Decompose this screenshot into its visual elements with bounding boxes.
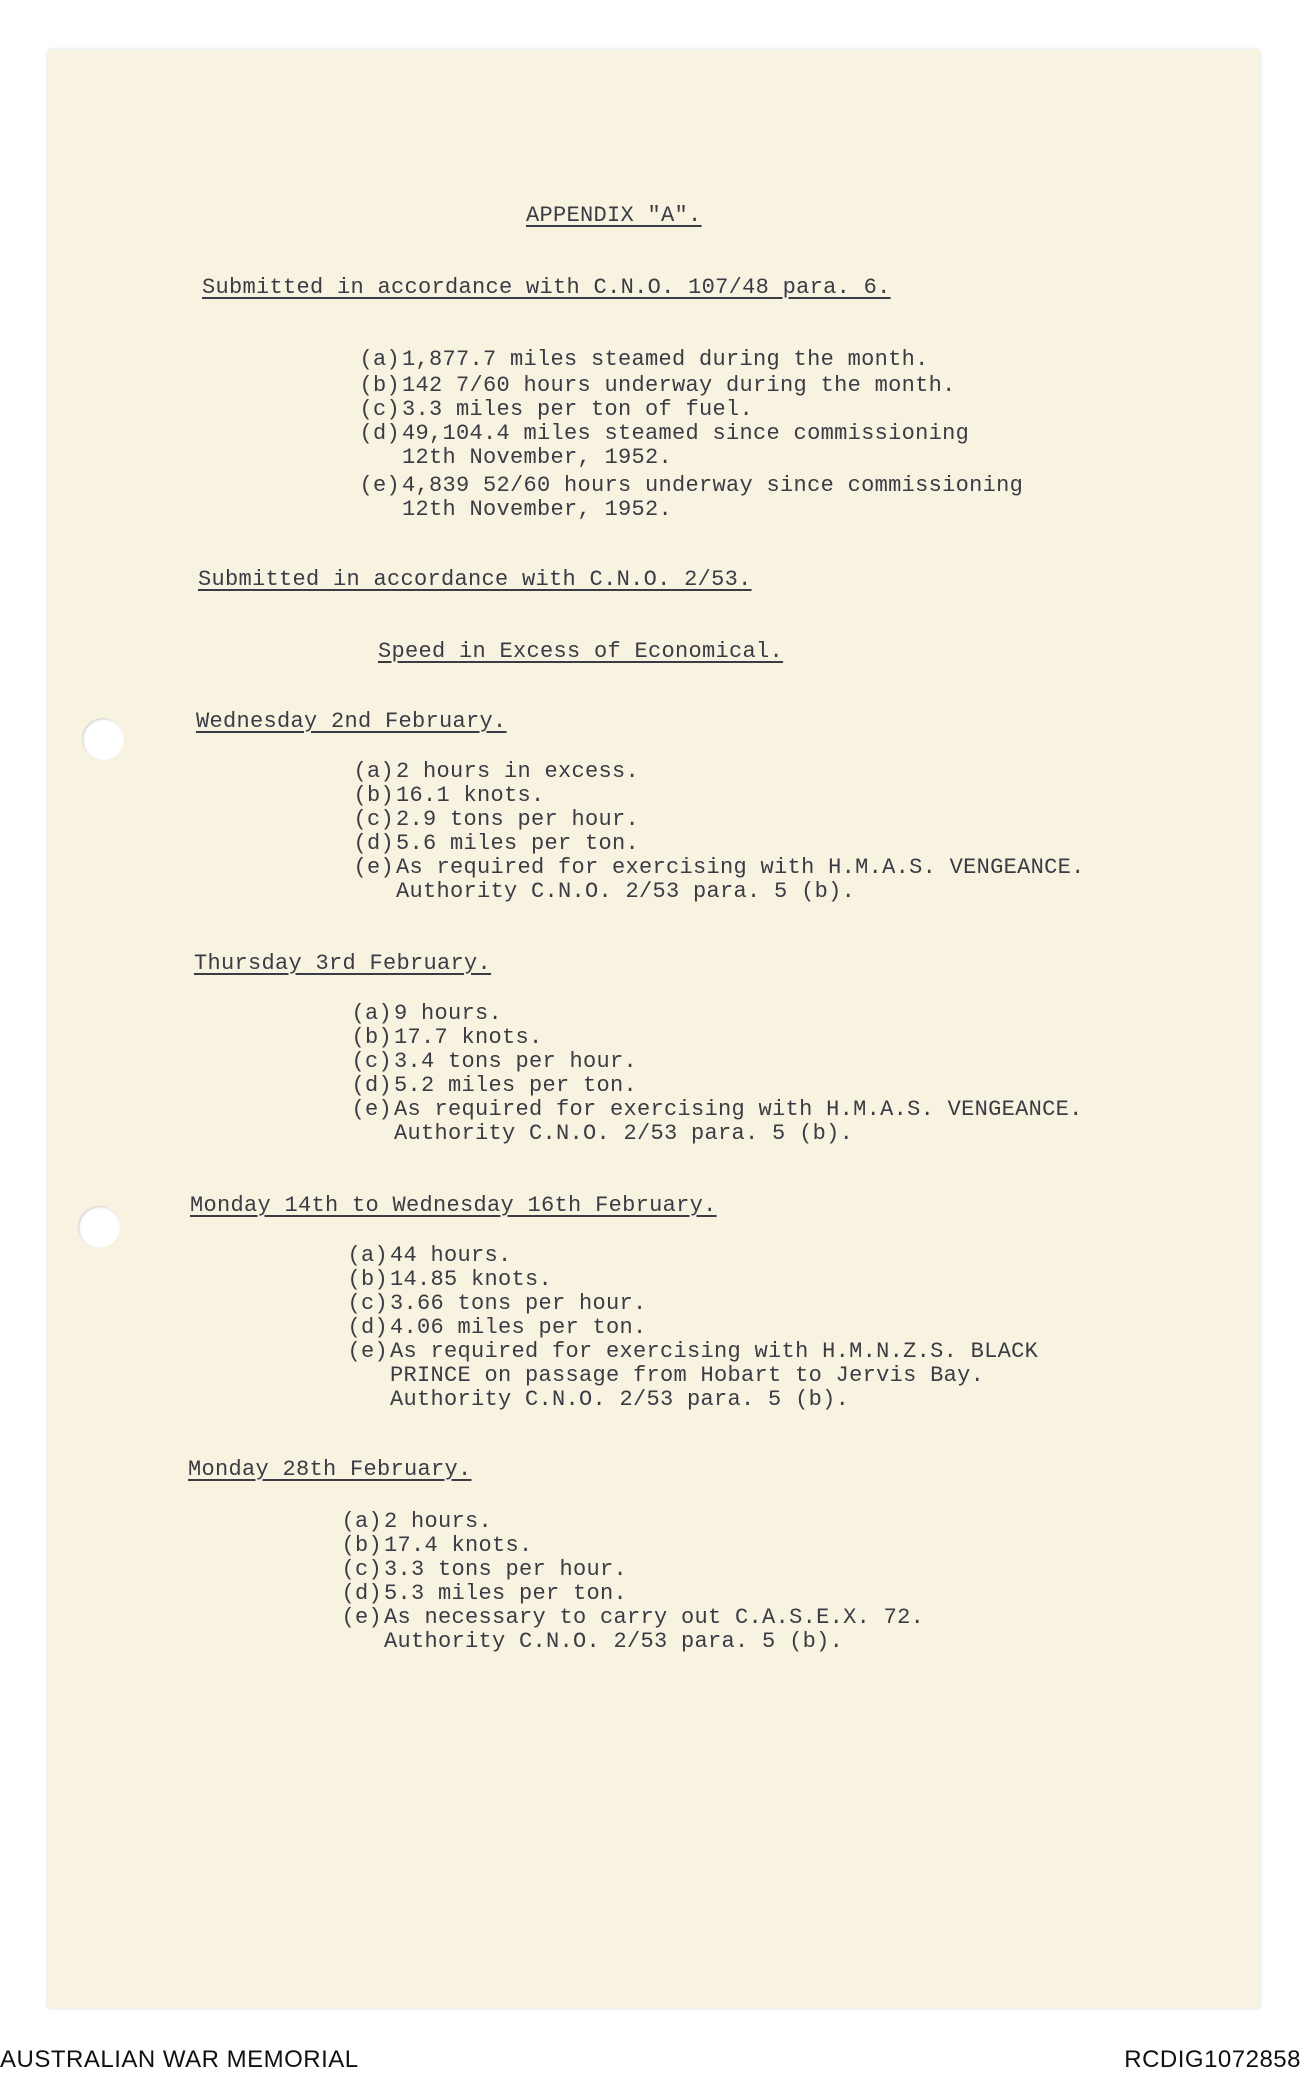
day-heading: Monday 28th February. (188, 1457, 472, 1482)
day-heading: Wednesday 2nd February. (196, 709, 507, 734)
list-item (348, 397, 754, 422)
list-item (336, 1291, 647, 1316)
item-text: 3.66 tons per hour. (390, 1291, 647, 1316)
list-item (348, 473, 1024, 522)
item-text: 2 hours. (384, 1509, 493, 1534)
list-item (340, 1001, 503, 1026)
day-heading: Thursday 3rd February. (194, 951, 492, 976)
list-item (330, 1509, 493, 1534)
item-text-continued: PRINCE on passage from Hobart to Jervis Bay. (390, 1363, 985, 1388)
item-tag: (c) (341, 1557, 382, 1582)
list-item (342, 807, 640, 832)
item-text: 3.3 tons per hour. (384, 1557, 628, 1582)
list-item (330, 1557, 628, 1582)
item-text: 5.3 miles per ton. (384, 1581, 628, 1606)
item-tag: (d) (353, 831, 394, 856)
document-page (48, 50, 1260, 2008)
item-text: 142 7/60 hours underway during the month. (402, 373, 956, 398)
item-text: 17.4 knots. (384, 1533, 533, 1558)
item-text-continued: 12th November, 1952. (402, 445, 673, 470)
day-heading: Monday 14th to Wednesday 16th February. (190, 1193, 717, 1218)
item-text: 14.85 knots. (390, 1267, 553, 1292)
item-text: As required for exercising with H.M.A.S. VENGEANCE. (394, 1097, 1083, 1122)
item-text: 2.9 tons per hour. (396, 807, 640, 832)
item-text: 4.06 miles per ton. (390, 1315, 647, 1340)
item-text-continued: Authority C.N.O. 2/53 para. 5 (b). (394, 1121, 854, 1146)
item-tag: (e) (359, 473, 400, 498)
item-text: 3.4 tons per hour. (394, 1049, 638, 1074)
item-tag: (e) (351, 1097, 392, 1122)
item-tag: (e) (353, 855, 394, 880)
item-tag: (c) (347, 1291, 388, 1316)
punch-hole-bottom (78, 1206, 120, 1248)
section2-subheading: Speed in Excess of Economical. (378, 639, 784, 664)
list-item (336, 1267, 553, 1292)
section1-heading: Submitted in accordance with C.N.O. 107/48 para. 6. (202, 275, 891, 300)
item-text: 5.2 miles per ton. (394, 1073, 638, 1098)
item-tag: (a) (347, 1243, 388, 1268)
list-item (340, 1049, 638, 1074)
list-item (340, 1097, 1083, 1146)
punch-hole-top (82, 718, 124, 760)
item-text: 49,104.4 miles steamed since commissioning (402, 421, 970, 446)
item-text: 5.6 miles per ton. (396, 831, 640, 856)
list-item (336, 1315, 647, 1340)
list-item (348, 421, 970, 470)
item-tag: (d) (351, 1073, 392, 1098)
list-item (330, 1533, 533, 1558)
list-item (348, 347, 929, 372)
item-text: 1,877.7 miles steamed during the month. (402, 347, 929, 372)
item-text: 44 hours. (390, 1243, 512, 1268)
list-item (340, 1025, 543, 1050)
item-tag: (d) (359, 421, 400, 446)
item-text: 16.1 knots. (396, 783, 545, 808)
item-tag: (e) (341, 1605, 382, 1630)
list-item (336, 1339, 1039, 1412)
item-tag: (c) (359, 397, 400, 422)
list-item (330, 1605, 925, 1654)
item-text: As necessary to carry out C.A.S.E.X. 72. (384, 1605, 925, 1630)
item-text: As required for exercising with H.M.N.Z.S. BLACK (390, 1339, 1039, 1364)
item-tag: (b) (359, 373, 400, 398)
list-item (336, 1243, 512, 1268)
item-text: 17.7 knots. (394, 1025, 543, 1050)
footer-record-id: RCDIG1072858 (1124, 2046, 1301, 2073)
list-item (342, 855, 1085, 904)
item-text: 2 hours in excess. (396, 759, 640, 784)
list-item (342, 783, 545, 808)
item-tag: (b) (341, 1533, 382, 1558)
item-tag: (d) (347, 1315, 388, 1340)
list-item (342, 759, 640, 784)
item-tag: (d) (341, 1581, 382, 1606)
item-text-continued: 12th November, 1952. (402, 497, 673, 522)
list-item (342, 831, 640, 856)
item-tag: (b) (353, 783, 394, 808)
list-item (340, 1073, 638, 1098)
item-text-continued: Authority C.N.O. 2/53 para. 5 (b). (384, 1629, 844, 1654)
item-tag: (e) (347, 1339, 388, 1364)
item-tag: (a) (351, 1001, 392, 1026)
item-tag: (b) (351, 1025, 392, 1050)
footer-archive-name: AUSTRALIAN WAR MEMORIAL (0, 2046, 359, 2073)
list-item (330, 1581, 628, 1606)
item-text: 9 hours. (394, 1001, 503, 1026)
item-tag: (c) (353, 807, 394, 832)
item-tag: (a) (353, 759, 394, 784)
page-title: APPENDIX "A". (526, 203, 702, 228)
item-tag: (a) (341, 1509, 382, 1534)
item-text: 4,839 52/60 hours underway since commissioning (402, 473, 1024, 498)
item-text-continued: Authority C.N.O. 2/53 para. 5 (b). (390, 1387, 850, 1412)
item-tag: (b) (347, 1267, 388, 1292)
item-tag: (c) (351, 1049, 392, 1074)
list-item (348, 373, 956, 398)
item-text-continued: Authority C.N.O. 2/53 para. 5 (b). (396, 879, 856, 904)
item-text: As required for exercising with H.M.A.S. VENGEANCE. (396, 855, 1085, 880)
section2-heading: Submitted in accordance with C.N.O. 2/53. (198, 567, 752, 592)
item-text: 3.3 miles per ton of fuel. (402, 397, 754, 422)
item-tag: (a) (359, 347, 400, 372)
